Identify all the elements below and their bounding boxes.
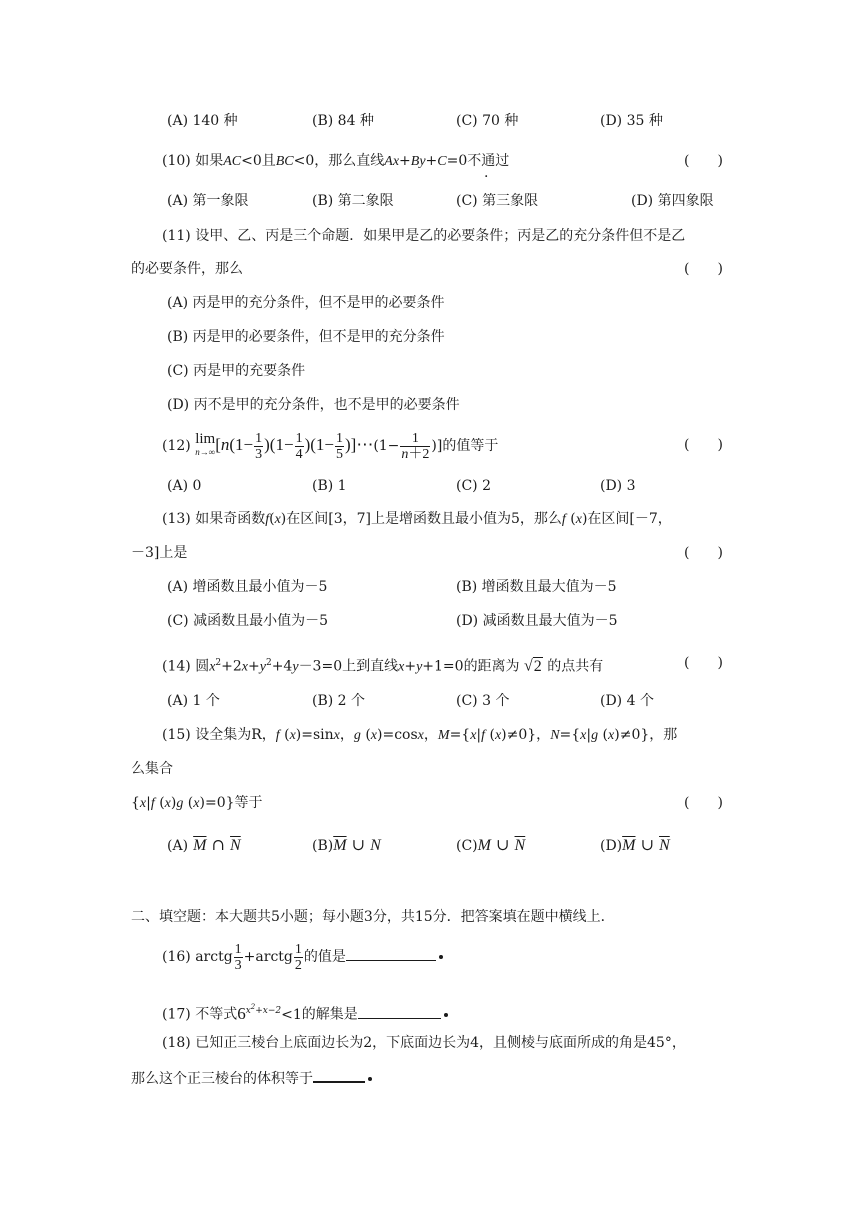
q9-option-d: (D) 35 种 (600, 113, 663, 129)
q15-text-c: 等于 (234, 795, 263, 811)
q14-math-line: x (398, 659, 405, 675)
q13-stem-line1: (13) 如果奇函数f(x)在区间[3，7]上是增函数且最小值为5，那么f (x)在区间[－7， (162, 511, 672, 527)
q11-number: (11) (162, 228, 191, 244)
q18-number: (18) (162, 1035, 191, 1051)
q13-option-b: (B) 增函数且最大值为－5 (456, 579, 617, 595)
q18-text-line1: 已知正三棱台上底面边长为2，下底面边长为4，且侧棱与底面所成的角是45°， (195, 1035, 686, 1051)
q13-number: (13) (162, 511, 191, 527)
q12-frac-1-n2: $\frac{1}{n+2}$ (401, 430, 430, 462)
q14-text-c: 的距离为 (463, 658, 520, 675)
q13-option-a: (A) 增函数且最小值为－5 (167, 579, 328, 595)
q14-text-b: 上到直线 (342, 658, 399, 675)
q14-stem: (14) 圆$x^2+2x+y^2+4y-3=0$上到直线x+y+1=0的距离为 √2 的点共有 (162, 657, 604, 675)
q17-math-ineq: $6^{x^2+x-2}<1$ (237, 1003, 302, 1023)
q14-math-circle: x (209, 659, 216, 675)
q12-tail: 的值等于 (442, 438, 499, 454)
q17-text-a: 不等式 (195, 1006, 238, 1023)
q18-period (368, 1077, 372, 1081)
q15-option-b: $(B)\overline{M}$ ∪ N (312, 835, 381, 854)
q15-stem-line3 (131, 793, 263, 814)
q15-option-a: (A) $\overline{M}$ ∩ $\overline{N}$ (167, 835, 241, 854)
q10-math-bc: BC (275, 154, 294, 169)
q10-number: (10) (162, 153, 191, 169)
q12-frac-1-5: $\frac{1}{5}$ (335, 430, 343, 462)
q18-stem-line1 (162, 1033, 686, 1053)
q16-number: (16) (162, 949, 191, 965)
q10-option-b: (B) 第二象限 (312, 193, 394, 209)
q12-option-a: (A) 0 (167, 478, 202, 494)
q10-option-c: (C) 第三象限 (456, 193, 539, 209)
q16-frac-1-2: $\frac{1}{2}$ (294, 941, 302, 973)
q18-text-line2: 那么这个正三棱台的体积等于 (131, 1071, 313, 1087)
q18-answer-blank[interactable] (313, 1067, 365, 1083)
q14-text-a: 圆 (195, 658, 210, 675)
q15-number: (15) (162, 727, 191, 743)
q17-text-b: 的解集是 (301, 1006, 358, 1023)
q11-option-d: (D) 丙不是甲的充分条件，也不是甲的必要条件 (167, 397, 460, 413)
q16-tail: 的值是 (303, 949, 346, 965)
q10-math-line: Ax (384, 154, 400, 169)
q12-number: (12) (162, 438, 191, 454)
q14-sqrt2: √2 (524, 657, 542, 675)
q15-math-set: {x|f (x)g (x)=0} (131, 795, 235, 811)
q12-option-b: (B) 1 (312, 478, 347, 494)
q12-frac-1-3: $\frac{1}{3}$ (255, 430, 263, 462)
q12-limit-expr: lim n→∞ (195, 431, 216, 457)
q17-answer-blank[interactable] (358, 1004, 441, 1019)
section2-heading: 二、填空题：本大题共5小题；每小题3分，共15分．把答案填在题中横线上． (131, 909, 615, 925)
q10-option-d: (D) 第四象限 (631, 193, 714, 209)
q11-stem-line2: 的必要条件，那么 (131, 261, 243, 277)
q12-option-c: (C) 2 (456, 478, 491, 494)
q13-math-fx: f (265, 512, 270, 527)
q13-text-a: 如果奇函数 (195, 511, 266, 527)
q10-not-pass: 不通过 (467, 153, 510, 169)
q11-option-a: (A) 丙是甲的充分条件，但不是甲的必要条件 (167, 295, 445, 311)
q10-text-a: 如果 (195, 153, 224, 169)
q12-option-d: (D) 3 (600, 478, 636, 494)
q10-math-ac: AC (223, 154, 242, 169)
q9-option-a: (A) 140 种 (167, 113, 238, 129)
q13-option-d: (D) 减函数且最大值为－5 (456, 613, 618, 629)
q17-stem (162, 997, 448, 1025)
q14-option-a: (A) 1 个 (167, 693, 220, 709)
q13-answer-paren: ( ) (684, 545, 723, 561)
q15-text-b: ，那 (649, 727, 678, 743)
q16-period (439, 955, 443, 959)
q15-option-d: $(D)\overline{M}$ ∪ $\overline{N}$ (600, 835, 670, 854)
q14-text-d: 的点共有 (547, 658, 604, 675)
q17-period (444, 1013, 448, 1017)
q9-option-c: (C) 70 种 (456, 113, 519, 129)
q12-answer-paren: ( ) (684, 437, 723, 453)
q15-option-c: (C)M ∪ $\overline{N}$ (456, 835, 526, 854)
q12-stem: (12) lim n→∞ [n(1− $\frac{1}{3}$ )(1− $\frac{1}{4}$ )(1− $\frac{1}{5}$ )]⋯(1− $\frac{1}{n+2}$ )]的值等于 (162, 430, 499, 462)
q13-option-c: (C) 减函数且最小值为－5 (167, 613, 328, 629)
q14-option-b: (B) 2 个 (312, 693, 366, 709)
q16-frac-1-3: $\frac{1}{3}$ (234, 941, 242, 973)
q12-frac-1-4: $\frac{1}{4}$ (295, 430, 303, 462)
q11-answer-paren: ( ) (684, 261, 723, 277)
q11-text-line1: 设甲、乙、丙是三个命题．如果甲是乙的必要条件；丙是乙的充分条件但不是乙 (195, 228, 686, 244)
q14-option-c: (C) 3 个 (456, 693, 510, 709)
q10-text-c: ，那么直线 (314, 153, 385, 169)
q13-text-c: 在区间[－7， (587, 511, 672, 527)
q13-text-b: 在区间[3，7]上是增函数且最小值为5，那么 (286, 511, 562, 527)
q10-text-b: 且 (261, 153, 276, 169)
q15-answer-paren: ( ) (684, 795, 723, 811)
q14-number: (14) (162, 658, 191, 675)
q10-stem: (10) 如果AC<0且BC<0，那么直线Ax+By+C=0不通过 (162, 153, 510, 169)
q16-answer-blank[interactable] (346, 946, 436, 961)
q15-stem-line2: 么集合 (131, 761, 173, 777)
q10-answer-paren: ( ) (684, 153, 723, 169)
q11-stem-line1 (162, 226, 685, 246)
q16-stem: (16) arctg $\frac{1}{3}$ +arctg $\frac{1}{2}$ 的值是 (162, 938, 443, 976)
q10-option-a: (A) 第一象限 (167, 193, 249, 209)
q15-text-a: 设全集为R， (195, 727, 276, 743)
q15-math-defs: f (275, 728, 280, 743)
q18-stem-line2 (131, 1067, 372, 1089)
q13-stem-line2: －3]上是 (131, 545, 188, 561)
q14-answer-paren: ( ) (684, 655, 723, 671)
q13-math-fx2: f (561, 512, 566, 527)
q15-stem-line1: (15) 设全集为R，f (x)=sinx，g (x)=cosx，M={x|f (x)≠0}，N={x|g (x)≠0}，那 (162, 727, 678, 743)
q9-option-b: (B) 84 种 (312, 113, 374, 129)
q11-option-c: (C) 丙是甲的充要条件 (167, 363, 306, 379)
q17-number: (17) (162, 1006, 191, 1023)
q14-option-d: (D) 4 个 (600, 693, 654, 709)
q11-option-b: (B) 丙是甲的必要条件，但不是甲的充分条件 (167, 329, 445, 345)
